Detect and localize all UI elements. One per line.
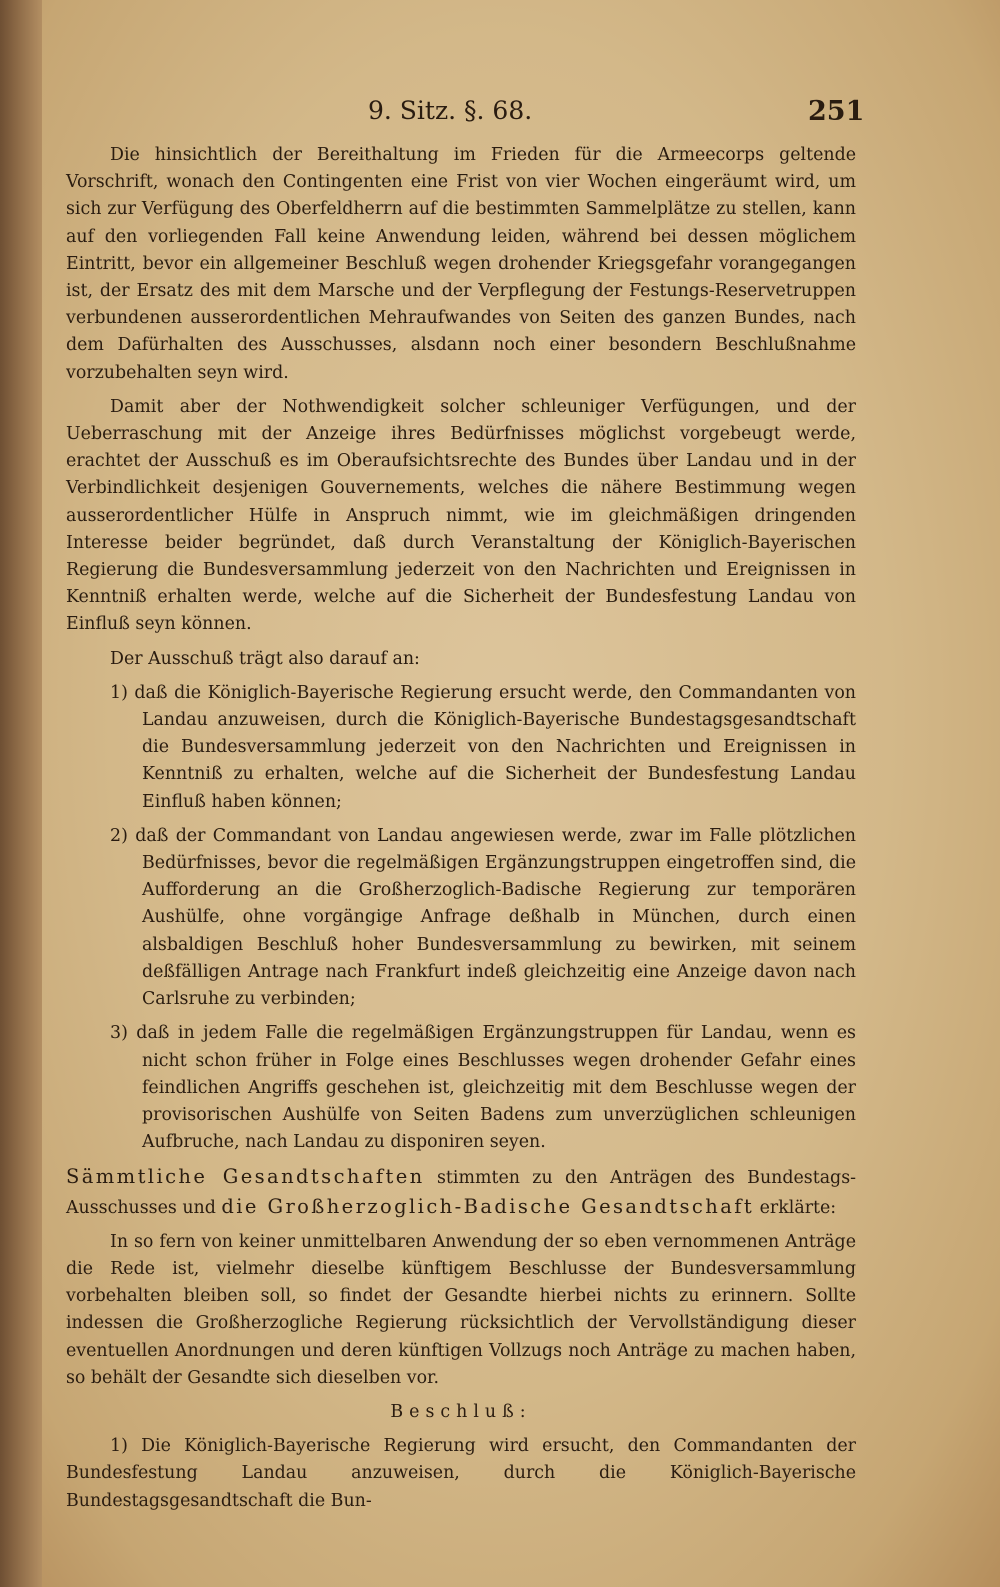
running-header [0,92,1000,132]
paragraph-antrag-intro: Der Ausschuß trägt also darauf an: [110,648,420,669]
page-body [66,142,856,1515]
beschluss-heading: Beschluß: [390,1401,532,1422]
list-item-1: 1) daß die Königlich-Bayerische Regierung ersucht werde, den Commandanten von Landau anzuweisen, durch die Königlich-Bayerische Bundestagsgesandtschaft die Bundesversammlung jederzeit von den Nachrichten und Ereignissen in Kenntniß zu erhalten, welche auf die Sicherheit der Bundesfestung Landau Einfluß haben können; [110,682,856,812]
spaced-text-gesandtschaften: Sämmtliche Gesandtschaften [66,1165,425,1189]
text-end: erklärte: [754,1197,837,1218]
list-item-3: 3) daß in jedem Falle die regelmäßigen Ergänzungstruppen für Landau, wenn es nicht schon früher in Folge eines Beschlusses wegen drohender Gefahr eines feindlichen Angriffs geschehen ist, gleichzeitig mit dem Beschlusse wegen der provisorischen Aushülfe von Seiten Badens zum unverzüglichen schleunigen Aufbruche, nach Landau zu disponiren seyen. [110,1023,856,1153]
page-number: 251 [808,96,865,127]
paragraph-beschluss-1: 1) Die Königlich-Bayerische Regierung wird ersucht, den Commandanten der Bundesfestung Landau anzuweisen, durch die Königlich-Bayerische Bundestagsgesandtschaft die Bun- [66,1436,856,1511]
book-spine-shadow [0,0,42,1587]
list-item-2: 2) daß der Commandant von Landau angewiesen werde, zwar im Falle plötzlichen Bedürfnisses, bevor die regelmäßigen Ergänzungstruppen eingetroffen sind, die Aufforderung an die Großherzoglich-Badische Regierung zur temporären Aushülfe, ohne vorgängige Anfrage deßhalb in München, durch einen alsbaldigen Beschluß hoher Bundesversammlung zu bewirken, mit seinem deßfälligen Antrage nach Frankfurt indeß gleichzeitig eine Anzeige davon nach Carlsruhe zu verbinden; [110,825,856,1010]
text-mid: stimmten zu den Anträgen des Bundestags-Ausschusses und [66,1168,856,1218]
paragraph-nothwendigkeit: Damit aber der Nothwendigkeit solcher schleuniger Verfügungen, und der Ueberraschung mit der Anzeige ihres Bedürfnisses möglichst vorgebeugt werde, erachtet der Ausschuß es im Oberaufsichtsrechte des Bundes über Landau und in der Verbindlichkeit desjenigen Gouvernements, welches die nähere Bestimmung wegen ausserordentlicher Hülfe in Anspruch nimmt, wie im gleichmäßigen dringenden Interesse beider begründet, daß durch Veranstaltung der Königlich-Bayerischen Regierung die Bundesversammlung jederzeit von den Nachrichten und Ereignissen in Kenntniß erhalten werde, welche auf die Sicherheit der Bundesfestung Landau von Einfluß seyn können. [66,396,856,635]
paragraph-vorschrift: Die hinsichtlich der Bereithaltung im Frieden für die Armeecorps geltende Vorschrift, wonach den Contingenten eine Frist von vier Wochen eingeräumt wird, um sich zur Verfügung des Oberfeldherrn auf die bestimmten Sammelplätze zu stellen, kann auf den vorliegenden Fall keine Anwendung leiden, während bei dessen möglichem Eintritt, bevor ein allgemeiner Beschluß wegen drohender Kriegsgefahr vorangegangen ist, der Ersatz des mit dem Marsche und der Verpflegung der Festungs-Reservetruppen verbundenen ausserordentlichen Mehraufwandes von Seiten des ganzen Bundes, nach dem Dafürhalten des Ausschusses, alsdann noch einer besondern Beschlußnahme vorzubehalten seyn wird. [66,145,856,383]
paragraph-gesandtschaften [66,1163,856,1221]
spaced-text-badische: die Großherzoglich-Badische Gesandtschaft [221,1194,755,1218]
paragraph-erklaerung: In so fern von keiner unmittelbaren Anwendung der so eben vernommenen Anträge die Rede ist, vielmehr dieselbe künftigem Beschlusse der Bundesversammlung vorbehalten bleiben soll, so findet der Gesandte hierbei nichts zu erinnern. Sollte indessen die Großherzogliche Regierung rücksichtlich der Vervollständigung dieser eventuellen Anordnungen und deren künftigen Vollzugs noch Anträge zu machen haben, so behält der Gesandte sich dieselben vor. [66,1231,856,1388]
section-reference: 9. Sitz. §. 68. [368,96,533,125]
